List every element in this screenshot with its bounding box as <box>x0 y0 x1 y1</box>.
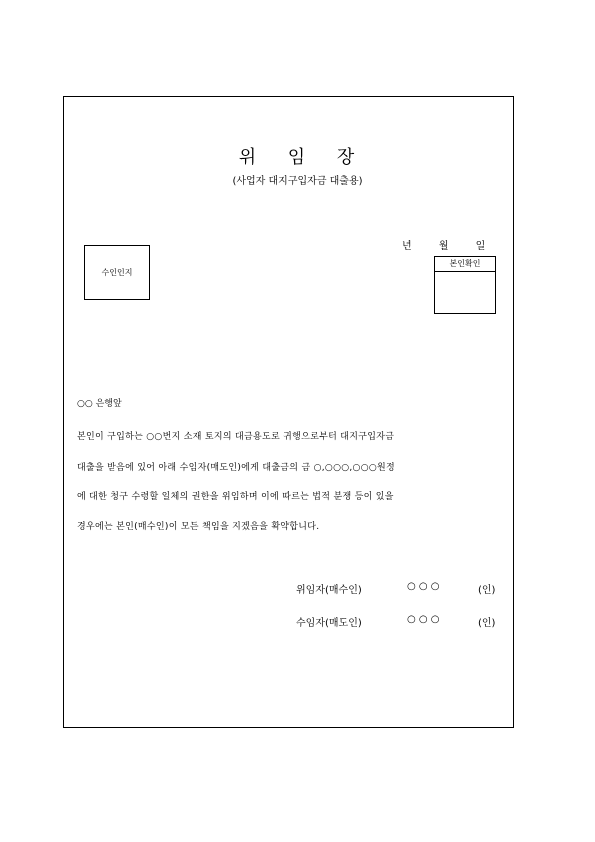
addressee: ○○ 은행앞 <box>77 399 122 409</box>
document-title: 위 임 장 <box>238 147 357 168</box>
delegator-seal: (인) <box>478 585 496 596</box>
revenue-stamp-box <box>84 245 150 300</box>
delegator-name: ○ ○ ○ <box>407 581 440 592</box>
body-line-1: 본인이 구입하는 ○○번지 소재 토지의 대금용도로 귀행으로부터 대지구입자금 <box>77 432 395 442</box>
revenue-stamp-label: 수인인지 <box>101 268 133 277</box>
body-line-2: 대출을 받음에 있어 아래 수임자(매도인)에게 대출금의 금 ○,○○○,○○○원정 <box>77 463 395 473</box>
body-line-4: 경우에는 본인(매수인)이 모든 책임을 지겠음을 확약합니다. <box>77 522 320 532</box>
document-subtitle: (사업자 대지구입자금 대출용) <box>232 176 363 187</box>
delegate-seal: (인) <box>478 618 496 629</box>
delegate-label: 수임자(매도인) <box>296 618 362 629</box>
identity-check-label: 본인확인 <box>435 257 495 272</box>
document-frame <box>63 96 514 728</box>
identity-check-box <box>434 256 496 314</box>
body-line-3: 에 대한 청구 수령할 일체의 권한을 위임하며 이에 따르는 법적 분쟁 등이 있을 <box>77 492 394 502</box>
delegate-name: ○ ○ ○ <box>407 614 440 625</box>
date-line: 년 월 일 <box>402 241 486 252</box>
delegator-label: 위임자(매수인) <box>296 585 362 596</box>
